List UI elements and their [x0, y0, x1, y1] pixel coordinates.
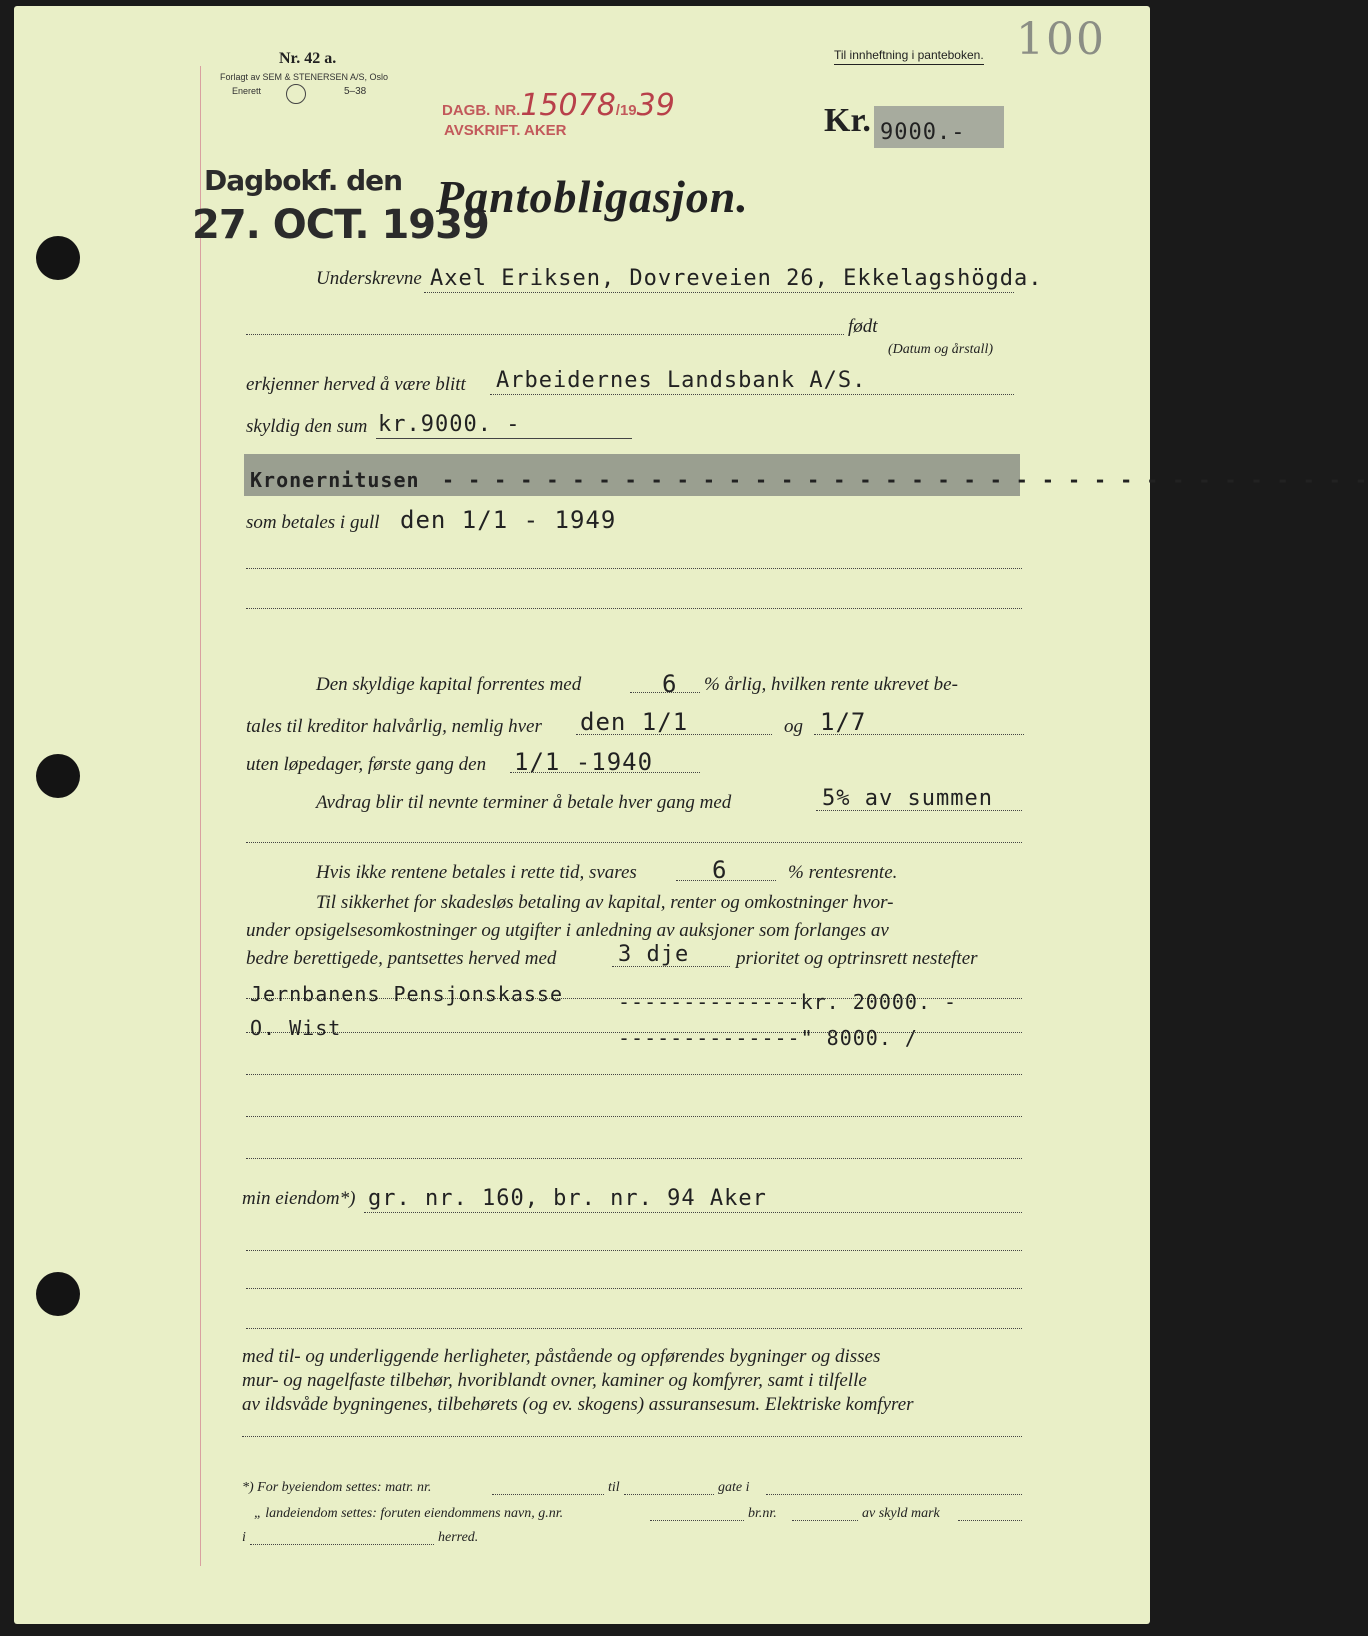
footnote-line — [650, 1520, 744, 1521]
owe-label: skyldig den sum — [246, 416, 368, 437]
margin-rule — [200, 66, 201, 1566]
footnote-line — [792, 1520, 858, 1521]
security-text-2: under opsigelsesomkostninger og utgifter i anledning av auksjoner som forlanges av — [246, 920, 889, 941]
owe-line — [376, 438, 632, 439]
property-line — [364, 1212, 1022, 1213]
date-stamp-label: Dagbokf. den — [204, 164, 403, 197]
publisher-rights: Enerett — [232, 86, 262, 96]
lien-amount-1: --------------kr. 20000. - — [618, 990, 958, 1014]
journal-year-prefix: /19 — [615, 102, 637, 119]
interest-text-d: uten løpedager, første gang den — [246, 754, 487, 775]
closing-text-2: mur- og nagelfaste tilbehør, hvoriblandt ovner, kaminer og komfyrer, samt i tilfelle — [242, 1370, 867, 1391]
footnote-line — [492, 1494, 604, 1495]
interest-text-b: % årlig, hvilken rente ukrevet be- — [704, 674, 958, 695]
payable-value: den 1/1 - 1949 — [400, 506, 617, 534]
journal-stamp-line2: AVSKRIFT. AKER — [444, 122, 567, 139]
publisher-seal — [286, 84, 306, 104]
born-label: født — [848, 316, 878, 337]
page-number: 100 — [1016, 14, 1106, 65]
document-title: Pantobligasjon. — [436, 171, 749, 222]
blank-line — [246, 608, 1022, 609]
undersigned-value: Axel Eriksen, Dovreveien 26, Ekkelagshögda. — [430, 266, 1043, 291]
blank-line — [246, 1288, 1022, 1289]
journal-stamp-prefix: DAGB. NR. — [442, 102, 521, 119]
blank-line — [246, 1074, 1022, 1075]
interest-og: og — [784, 716, 803, 737]
footnote-1c: gate i — [718, 1480, 750, 1495]
interest-date1: den 1/1 — [580, 708, 689, 736]
lien-creditor-1: Jernbanens Pensjonskasse — [250, 982, 563, 1006]
kroner-dashes: - - - - - - - - - - - - - - - - - - - - - - - - - - - - - - - - - - - - — [442, 468, 1368, 492]
creditor-value: Arbeidernes Landsbank A/S. — [496, 368, 867, 393]
payable-label: som betales i gull — [246, 512, 380, 533]
footnote-line — [624, 1494, 714, 1495]
kroner-words: Kronernitusen — [250, 468, 420, 492]
amount-label: Kr. — [824, 102, 871, 139]
publisher-line: Forlagt av SEM & STENERSEN A/S, Oslo — [220, 72, 389, 82]
blank-line — [246, 568, 1022, 569]
penalty-rate: 6 — [712, 856, 728, 884]
born-hint: (Datum og årstall) — [888, 342, 993, 357]
interest-date2: 1/7 — [820, 708, 867, 736]
document-page — [14, 6, 1368, 1624]
security-text-1: Til sikkerhet for skadesløs betaling av kapital, renter og omkostninger hvor- — [316, 892, 894, 913]
journal-year: 39 — [636, 88, 675, 123]
footnote-1a: *) For byeiendom settes: matr. nr. — [242, 1480, 432, 1495]
publisher-code: 5–38 — [344, 86, 367, 97]
interest-text-c: tales til kreditor halvårlig, nemlig hver — [246, 716, 542, 737]
property-value: gr. nr. 160, br. nr. 94 Aker — [368, 1186, 767, 1211]
date-stamp-date: 27. OCT. 1939 — [192, 202, 489, 248]
lien-creditor-2: O. Wist — [250, 1016, 342, 1040]
installment-value: 5% av summen — [822, 786, 993, 811]
footnote-line — [958, 1520, 1022, 1521]
journal-stamp-line1 — [442, 88, 675, 123]
installment-text: Avdrag blir til nevnte terminer å betale hver gang med — [316, 792, 732, 813]
footnote-line — [250, 1544, 434, 1545]
priority-text-a: bedre berettigede, pantsettes herved med — [246, 948, 557, 969]
footnote-3a: i — [242, 1530, 246, 1545]
closing-text-1: med til- og underliggende herligheter, påstående og opførendes bygninger og disses — [242, 1346, 881, 1367]
blank-line — [246, 1158, 1022, 1159]
priority-value: 3 dje — [618, 942, 690, 967]
first-payment-date: 1/1 -1940 — [514, 748, 654, 776]
blank-line — [246, 1250, 1022, 1251]
footnote-2b: br.nr. — [748, 1506, 777, 1521]
owe-value: kr.9000. - — [378, 412, 521, 437]
footnote-2a: „ landeiendom settes: foruten eiendommens navn, g.nr. — [254, 1506, 564, 1521]
undersigned-label: Underskrevne — [316, 268, 422, 289]
acknowledge-line — [490, 394, 1014, 395]
penalty-text-a: Hvis ikke rentene betales i rette tid, svares — [316, 862, 637, 883]
interest-rate: 6 — [662, 670, 678, 698]
footnote-3b: herred. — [438, 1530, 479, 1545]
footnote-1b: til — [608, 1480, 620, 1495]
blank-line — [246, 1328, 1022, 1329]
acknowledge-label: erkjenner herved å være blitt — [246, 374, 466, 395]
binding-note: Til innheftning i panteboken. — [834, 48, 984, 65]
interest-text-a: Den skyldige kapital forrentes med — [316, 674, 582, 695]
punch-hole — [36, 1272, 80, 1316]
blank-line — [242, 1436, 1022, 1437]
blank-line — [246, 1116, 1022, 1117]
undersigned-line — [424, 292, 1014, 293]
lien-amount-2: --------------" 8000. / — [618, 1026, 918, 1050]
priority-text-b: prioritet og optrinsrett nestefter — [736, 948, 978, 969]
punch-hole — [36, 754, 80, 798]
blank-line — [246, 842, 1022, 843]
property-label: min eiendom*) — [242, 1188, 356, 1209]
journal-number: 15078 — [520, 88, 616, 123]
punch-hole — [36, 236, 80, 280]
born-line — [246, 334, 844, 335]
footnote-line — [766, 1494, 1022, 1495]
penalty-text-b: % rentesrente. — [788, 862, 898, 883]
closing-text-3: av ildsvåde bygningenes, tilbehørets (og ev. skogens) assuransesum. Elektriske komfyrer — [242, 1394, 914, 1415]
form-number: Nr. 42 a. — [279, 50, 337, 67]
footnote-2c: av skyld mark — [862, 1506, 940, 1521]
amount-value: 9000.- — [880, 120, 966, 145]
